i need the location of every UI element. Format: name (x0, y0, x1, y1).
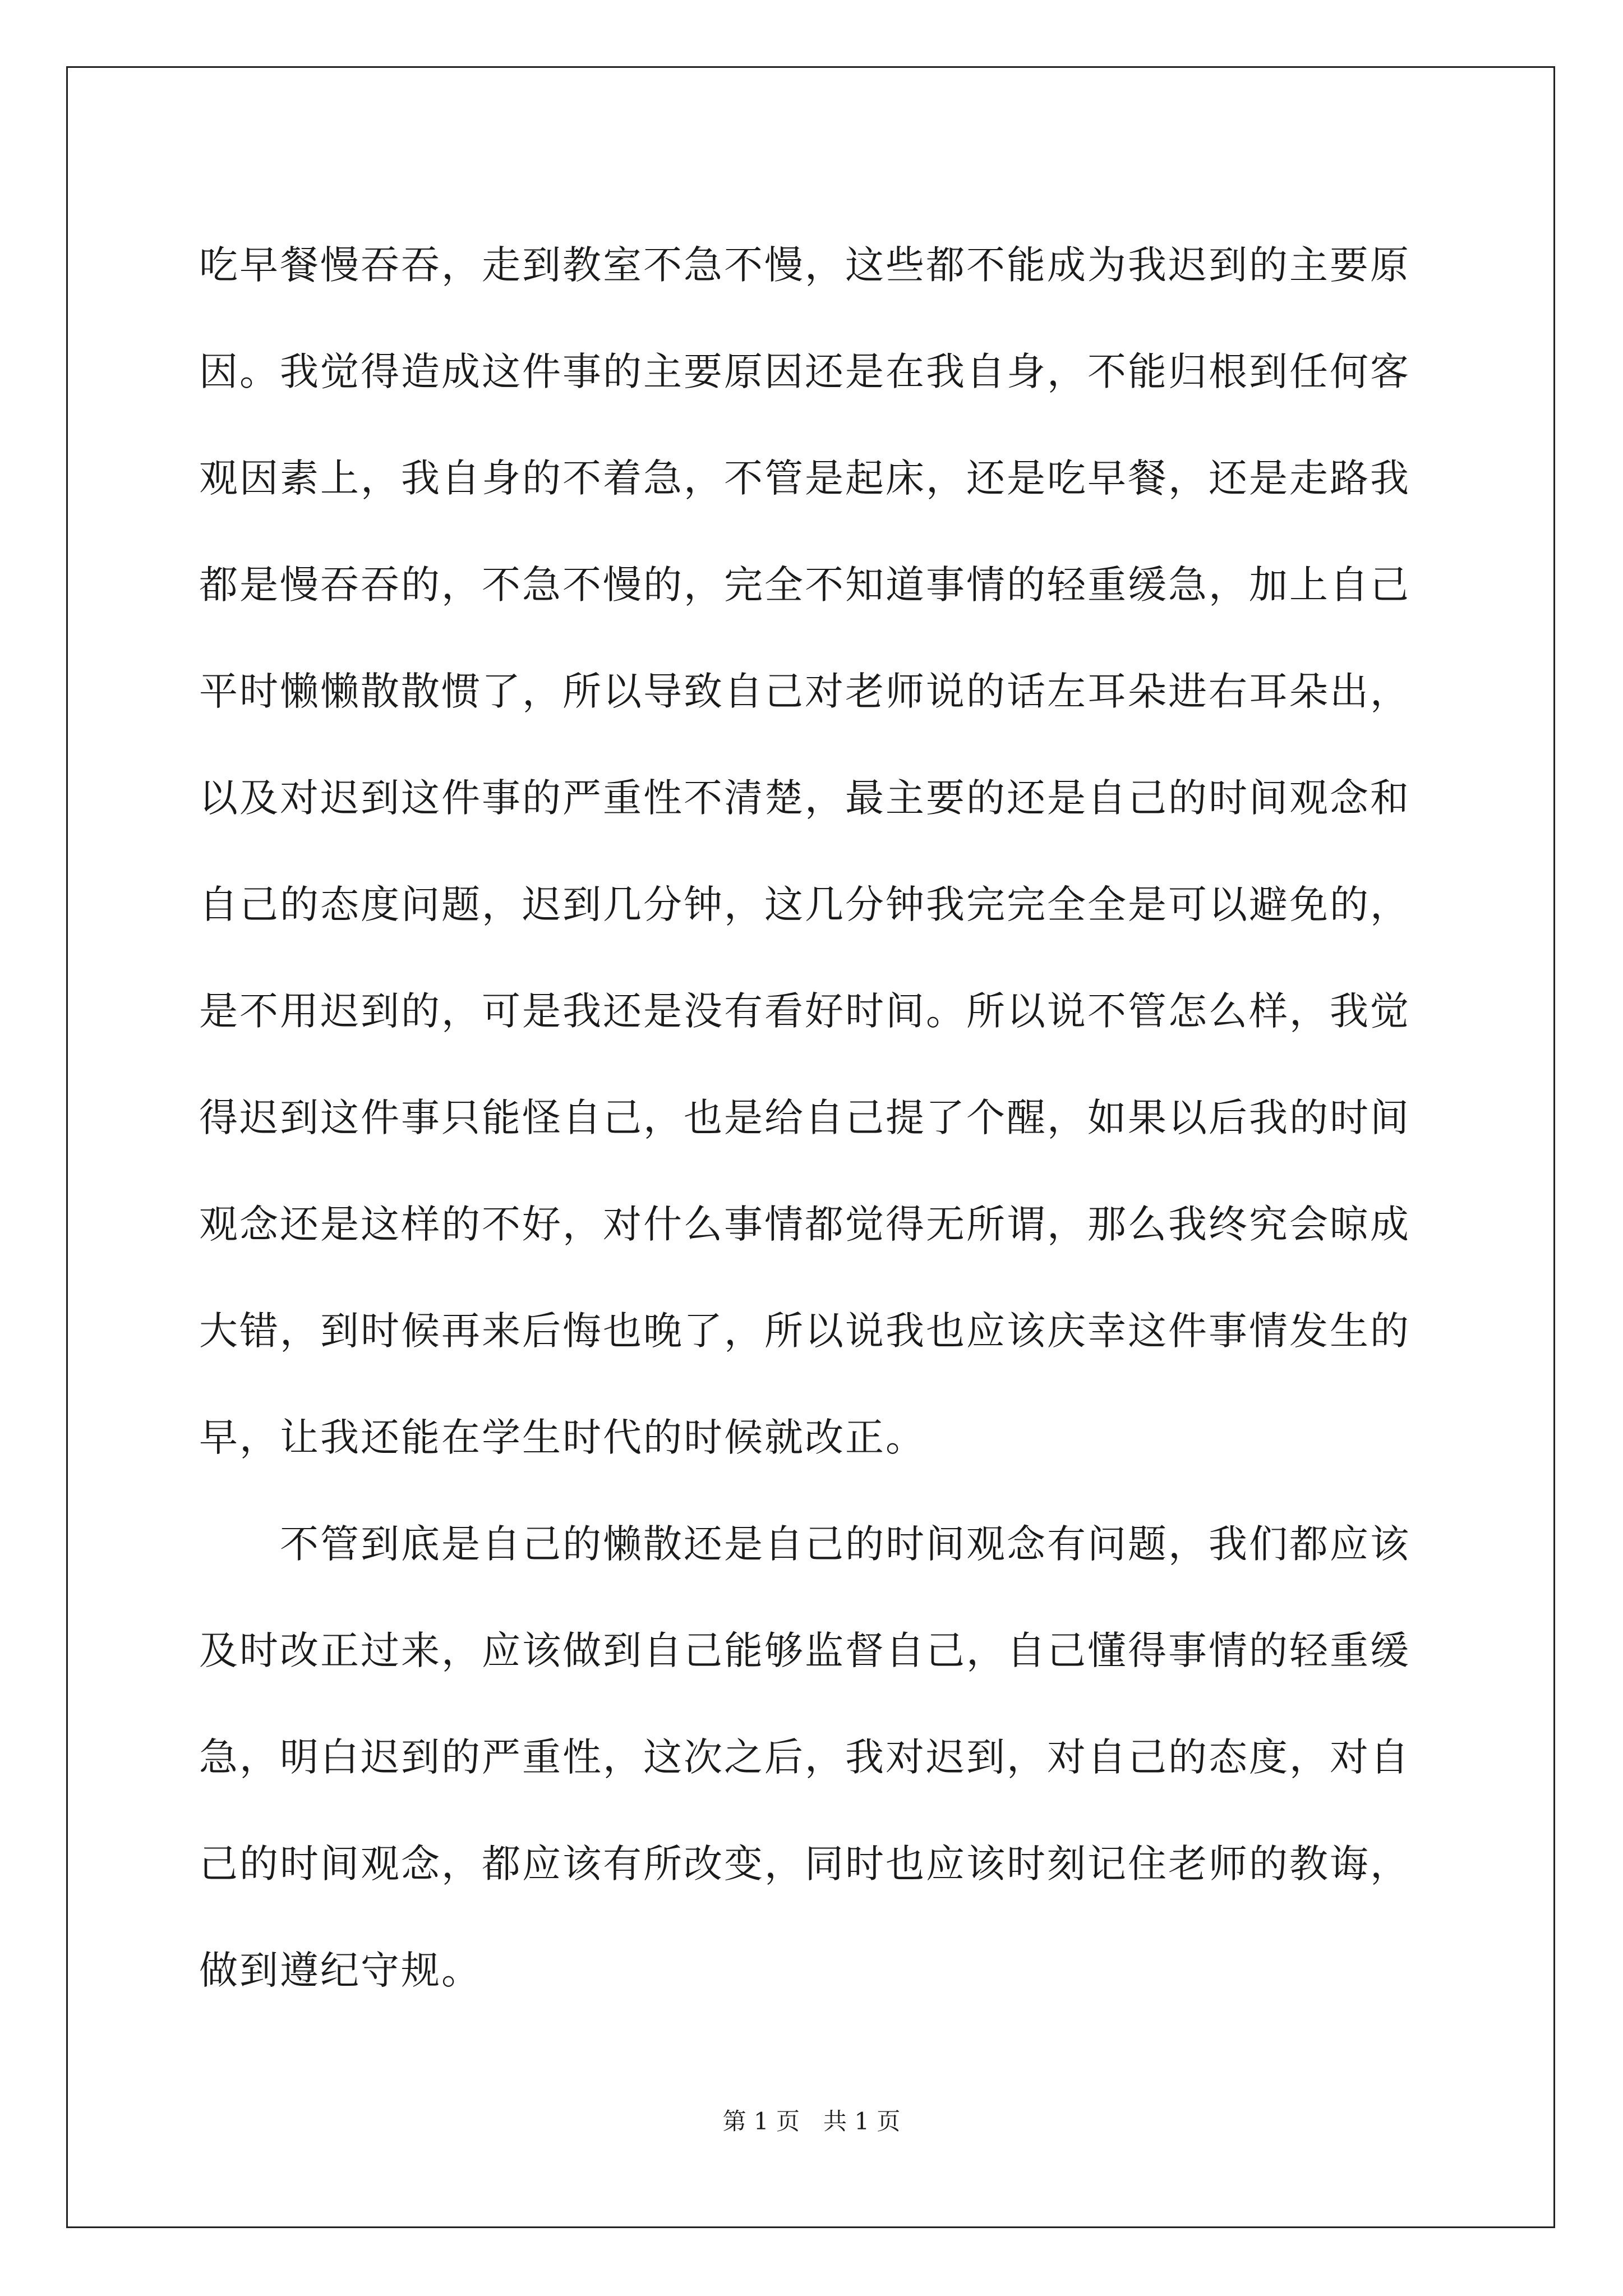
text-line: 得迟到这件事只能怪自己，也是给自己提了个醒，如果以后我的时间 (199, 1096, 1410, 1140)
paragraph-2 (199, 1491, 1422, 2024)
document-body (199, 212, 1422, 2024)
text-line: 大错，到时候再来后悔也晚了，所以说我也应该庆幸这件事情发生的 (199, 1309, 1410, 1354)
text-line: 平时懒懒散散惯了，所以导致自己对老师说的话左耳朵进右耳朵出， (199, 669, 1410, 714)
text-line: 及时改正过来，应该做到自己能够监督自己，自己懂得事情的轻重缓 (199, 1628, 1410, 1673)
text-line: 早，让我还能在学生时代的时候就改正。 (199, 1415, 926, 1460)
text-line: 吃早餐慢吞吞，走到教室不急不慢，这些都不能成为我迟到的主要原 (199, 243, 1410, 288)
text-line: 观念还是这样的不好，对什么事情都觉得无所谓，那么我终究会晾成 (199, 1202, 1410, 1247)
paragraph-1 (199, 212, 1422, 1491)
text-line: 都是慢吞吞的，不急不慢的，完全不知道事情的轻重缓急，加上自己 (199, 563, 1410, 608)
text-line: 做到遵纪守规。 (199, 1948, 482, 1993)
text-line: 是不用迟到的，可是我还是没有看好时间。所以说不管怎么样，我觉 (199, 989, 1410, 1034)
text-line: 因。我觉得造成这件事的主要原因还是在我自身，不能归根到任何客 (199, 349, 1410, 394)
text-line: 己的时间观念，都应该有所改变，同时也应该时刻记住老师的教诲， (199, 1842, 1410, 1887)
page-number: 第 1 页 共 1 页 (722, 2108, 901, 2135)
text-line: 以及对迟到这件事的严重性不清楚，最主要的还是自己的时间观念和 (199, 776, 1410, 821)
text-line: 自己的态度问题，迟到几分钟，这几分钟我完完全全是可以避免的， (199, 882, 1410, 927)
text-line: 急，明白迟到的严重性，这次之后，我对迟到，对自己的态度，对自 (199, 1735, 1410, 1780)
text-line: 观因素上，我自身的不着急，不管是起床，还是吃早餐，还是走路我 (199, 456, 1410, 501)
text-line: 不管到底是自己的懒散还是自己的时间观念有问题，我们都应该 (199, 1522, 1410, 1567)
